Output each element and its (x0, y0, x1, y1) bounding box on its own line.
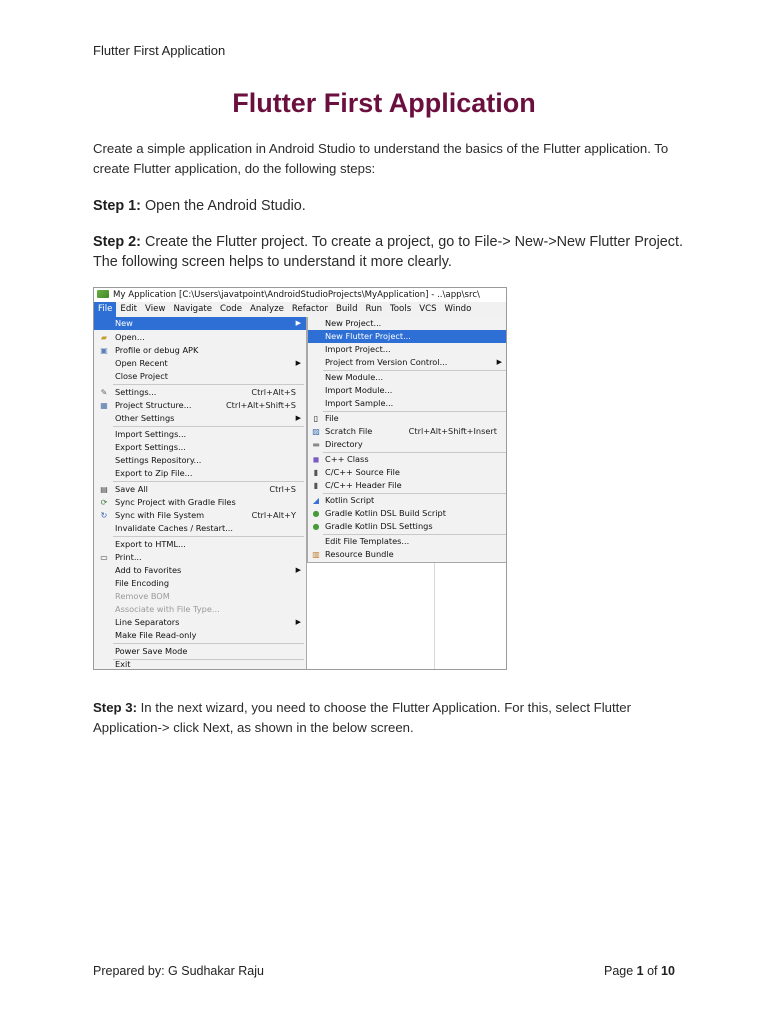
menu-bar (94, 302, 507, 318)
file-menu-item-remove-bom: Remove BOM (115, 591, 170, 601)
file-menu-item-profile-apk[interactable]: ▣ Profile or debug APK (100, 345, 199, 355)
new-item-c-header-file[interactable]: ▮ C/C++ Header File (308, 479, 507, 492)
menu-navigate[interactable]: Navigate (173, 304, 212, 314)
menu-analyze[interactable]: Analyze (250, 304, 284, 314)
file-menu-item-file-encoding[interactable]: File Encoding (115, 578, 170, 588)
new-item-resource-bundle[interactable]: ▥ Resource Bundle (312, 549, 394, 559)
file-menu-item-project-structure[interactable]: ▦ Project Structure... Ctrl+Alt+Shift+S (100, 400, 296, 410)
step-2-text: Create the Flutter project. To create a project, go to File-> New->New Flutter Project. The following screen helps to understand it more clearly. (93, 234, 683, 270)
file-menu-item-settings[interactable]: ✎ Settings... Ctrl+Alt+S (100, 387, 296, 397)
c-header-file-icon: ▮ (313, 481, 319, 490)
window-title: My Application [C:\Users\javatpoint\AndroidStudioProjects\MyApplication] - ..\app\src\ (113, 290, 480, 300)
submenu-arrow-icon: ▶ (295, 414, 301, 422)
file-menu-item-import-settings[interactable]: Import Settings... (115, 429, 187, 439)
submenu-arrow-icon: ▶ (295, 319, 301, 327)
file-menu-item-sync-gradle[interactable]: ⟳ Sync Project with Gradle Files (100, 497, 236, 507)
save-icon: ▤ (100, 485, 108, 494)
new-item-c-source-file[interactable]: ▮ C/C++ Source File (308, 466, 507, 479)
file-menu-item-invalidate-caches[interactable]: Invalidate Caches / Restart... (115, 523, 234, 533)
file-menu-item-line-separators[interactable]: Line Separators ▶ (115, 617, 301, 627)
apk-icon: ▣ (100, 346, 108, 355)
step-2-paragraph (93, 232, 683, 272)
menu-window[interactable]: Windo (444, 304, 472, 314)
android-studio-screenshot (93, 287, 507, 670)
file-icon: ▯ (313, 414, 319, 423)
menu-separator (113, 384, 304, 385)
new-item-directory[interactable]: ▬ Directory (312, 439, 363, 449)
document-title: Flutter First Application (232, 88, 536, 118)
kotlin-icon: ◢ (312, 496, 320, 505)
new-submenu (307, 317, 507, 563)
menu-separator (113, 643, 304, 644)
new-item-gradle-build-script[interactable]: ● Gradle Kotlin DSL Build Script (312, 508, 446, 518)
submenu-arrow-icon: ▶ (295, 359, 301, 367)
menu-build[interactable]: Build (335, 304, 358, 314)
menu-code[interactable]: Code (220, 304, 243, 314)
gradle-sync-icon: ⟳ (100, 498, 108, 507)
gradle-icon: ● (312, 522, 320, 531)
new-item-version-control[interactable]: Project from Version Control... ▶ (325, 357, 502, 367)
new-item-edit-file-templates[interactable]: Edit File Templates... (325, 536, 410, 546)
file-menu-item-export-settings[interactable]: Export Settings... (115, 442, 186, 452)
new-item-project[interactable]: New Project... (325, 318, 382, 328)
running-header: Flutter First Application (93, 43, 226, 58)
menu-separator (113, 426, 304, 427)
file-menu (94, 317, 307, 670)
file-menu-item-close-project[interactable]: Close Project (115, 371, 168, 381)
file-menu-item-open-recent[interactable]: Open Recent ▶ (115, 358, 301, 368)
window-titlebar (94, 288, 507, 302)
step-1-text: Open the Android Studio. (140, 198, 306, 214)
footer-author: Prepared by: G Sudhakar Raju (93, 964, 264, 978)
file-menu-item-make-read-only[interactable]: Make File Read-only (115, 630, 197, 640)
folder-open-icon: ▰ (100, 333, 108, 342)
scratch-file-icon: ▨ (312, 427, 320, 436)
file-menu-item-save-all[interactable]: ▤ Save All Ctrl+S (100, 484, 296, 494)
gradle-icon: ● (312, 509, 320, 518)
new-item-cpp-class[interactable]: ◼ C++ Class (312, 454, 369, 464)
new-item-import-module[interactable]: Import Module... (325, 385, 393, 395)
file-menu-item-power-save[interactable]: Power Save Mode (115, 646, 188, 656)
new-item-import-project[interactable]: Import Project... (325, 344, 391, 354)
step-3-paragraph (93, 698, 683, 738)
new-item-scratch-file[interactable]: ▨ Scratch File Ctrl+Alt+Shift+Insert (312, 426, 497, 436)
new-item-module[interactable]: New Module... (325, 372, 384, 382)
file-menu-item-export-zip[interactable]: Export to Zip File... (115, 468, 193, 478)
menu-view[interactable]: View (145, 304, 166, 314)
editor-background (307, 563, 507, 670)
footer-page-number: Page 1 of 10 (604, 964, 675, 978)
step-2-label: Step 2: (93, 234, 141, 250)
file-menu-item-open[interactable]: ▰ Open... (100, 332, 145, 342)
step-3-text: In the next wizard, you need to choose the Flutter Application. For this, select Flutter Application-> click Next, as shown in the below screen. (93, 700, 632, 735)
menu-separator (113, 536, 304, 537)
file-menu-item-exit[interactable]: Exit (115, 659, 131, 669)
editor-divider (434, 563, 435, 670)
file-menu-item-settings-repository[interactable]: Settings Repository... (115, 455, 202, 465)
submenu-arrow-icon: ▶ (295, 618, 301, 626)
step-1-paragraph (93, 196, 683, 216)
intro-paragraph: Create a simple application in Android Studio to understand the basics of the Flutter application. To create Flutter application, do the following steps: (93, 141, 669, 176)
menu-run[interactable]: Run (365, 304, 383, 314)
submenu-arrow-icon: ▶ (496, 358, 502, 366)
c-source-file-icon: ▮ (313, 468, 319, 477)
file-menu-item-add-favorites[interactable]: Add to Favorites ▶ (115, 565, 301, 575)
submenu-arrow-icon: ▶ (295, 566, 301, 574)
file-menu-item-print[interactable]: ▭ Print... (100, 552, 142, 562)
menu-refactor[interactable]: Refactor (291, 304, 328, 314)
file-menu-item-export-html[interactable]: Export to HTML... (115, 539, 186, 549)
step-1-label: Step 1: (93, 198, 141, 214)
file-menu-item-associate-file-type: Associate with File Type... (115, 604, 220, 614)
folder-icon: ▬ (312, 440, 320, 449)
menu-vcs[interactable]: VCS (419, 304, 437, 314)
new-item-import-sample[interactable]: Import Sample... (325, 398, 394, 408)
android-studio-icon (97, 290, 109, 298)
new-item-flutter-project[interactable]: New Flutter Project... (308, 330, 507, 343)
resource-bundle-icon: ▥ (312, 550, 320, 559)
wrench-icon: ✎ (100, 388, 108, 397)
new-item-gradle-settings[interactable]: ● Gradle Kotlin DSL Settings (312, 521, 433, 531)
project-structure-icon: ▦ (100, 401, 108, 410)
menu-separator (113, 481, 304, 482)
new-item-file[interactable]: ▯ File (308, 412, 507, 425)
menu-file[interactable]: File (94, 302, 116, 317)
menu-tools[interactable]: Tools (390, 304, 412, 314)
file-menu-item-sync-file-system[interactable]: ↻ Sync with File System Ctrl+Alt+Y (100, 510, 296, 520)
menu-edit[interactable]: Edit (120, 304, 138, 314)
step-3-label: Step 3: (93, 700, 137, 715)
file-menu-item-other-settings[interactable]: Other Settings ▶ (115, 413, 301, 423)
new-item-kotlin-script[interactable]: ◢ Kotlin Script (312, 495, 375, 505)
cpp-class-icon: ◼ (312, 455, 320, 464)
printer-icon: ▭ (100, 553, 108, 562)
file-menu-item-new[interactable]: New ▶ (94, 317, 306, 330)
refresh-icon: ↻ (100, 511, 108, 520)
